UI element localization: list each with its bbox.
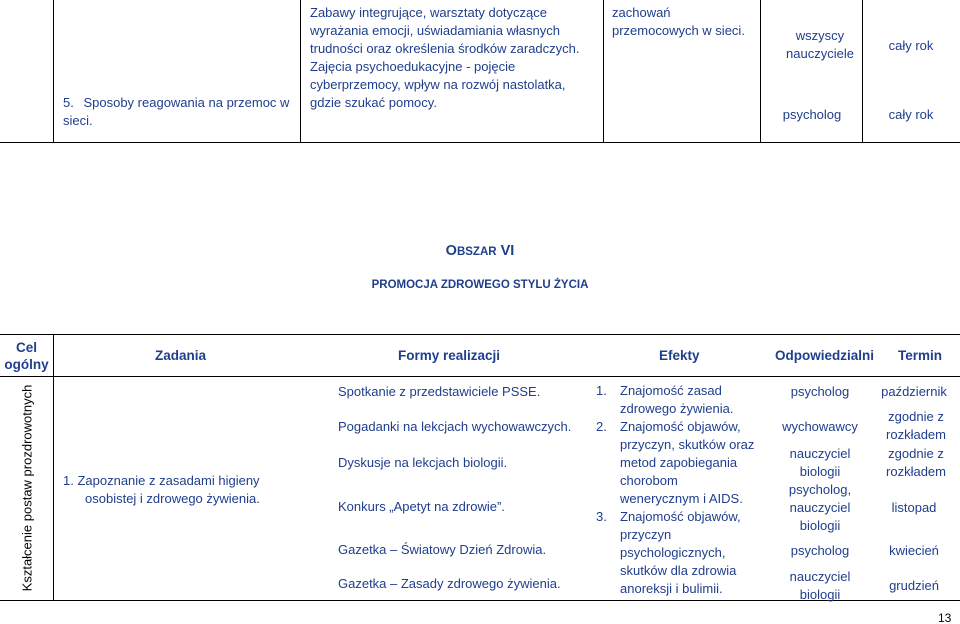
forms-item: Spotkanie z przedstawiciele PSSE. (338, 384, 541, 399)
top-term-1: cały rok (888, 38, 934, 53)
term-item: grudzień (889, 578, 939, 593)
top-responsible-1: wszyscy nauczyciele (786, 28, 854, 61)
header-tasks: Zadania (155, 348, 207, 363)
responsible-item: psycholog (790, 384, 850, 399)
responsible-item: psycholog, nauczyciel biologii (788, 482, 852, 533)
task-cell: 1. Zapoznanie z zasadami higieny osobistej i zdrowego żywienia. (63, 473, 260, 506)
top-forms-cell (310, 4, 595, 112)
page-number: 13 (938, 611, 952, 624)
section-title-number: VI (500, 243, 515, 259)
header-forms: Formy realizacji (398, 348, 501, 363)
effects-list (596, 382, 776, 598)
header-goal: Cel ogólny (4, 340, 49, 372)
effects-text: Znajomość zasad zdrowego żywienia. (620, 383, 734, 416)
responsible-item: nauczyciel biologii (789, 569, 851, 602)
section-title-prefix: O (445, 243, 457, 259)
top-table-border-bottom (0, 142, 960, 143)
top-form-item: Zajęcia psychoedukacyjne - pojęcie cyberprzemocy, wpływ na rozwój nastolatka, gdzie szukać pomocy. (310, 59, 566, 110)
top-effects-cell (612, 4, 757, 40)
header-effects: Efekty (659, 348, 700, 363)
effects-text: Znajomość objawów, przyczyn psychologicznych, skutków dla zdrowia anoreksji i bulimii. (620, 509, 741, 596)
main-table-top (0, 334, 960, 335)
section-title-rest: BSZAR (456, 246, 497, 258)
header-responsible: Odpowiedzialni (775, 348, 875, 363)
effects-num: 1. (596, 383, 607, 398)
effects-text: Znajomość objawów, przyczyn, skutków oraz metod zapobiegania chorobom wenerycznym i AIDS. (620, 419, 755, 506)
forms-item: Pogadanki na lekcjach wychowawczych. (338, 419, 572, 434)
effects-num: 2. (596, 419, 607, 434)
top-term-2: cały rok (888, 107, 934, 122)
top-effects-text: zachowań przemocowych w sieci. (612, 5, 745, 38)
forms-item: Gazetka – Światowy Dzień Zdrowia. (338, 542, 547, 557)
top-row-task-text: Sposoby reagowania na przemoc w sieci. (63, 95, 290, 128)
forms-item: Konkurs „Apetyt na zdrowie”. (338, 499, 505, 514)
main-col-divider-1 (53, 334, 54, 601)
top-col-divider-2 (300, 0, 301, 143)
header-term: Termin (898, 348, 943, 363)
responsible-item: wychowawcy (782, 419, 858, 434)
effects-num: 3. (596, 509, 607, 524)
term-item: zgodnie z rozkładem (886, 409, 946, 442)
forms-item: Gazetka – Zasady zdrowego żywienia. (338, 576, 561, 591)
forms-item: Dyskusje na lekcjach biologii. (338, 455, 508, 470)
responsible-item: psycholog (790, 543, 850, 558)
effects-item (596, 508, 776, 598)
goal-vertical-text: Kształcenie postaw prozdrowotnych (19, 384, 35, 592)
top-row-number: 5. (63, 95, 74, 110)
term-item: listopad (891, 500, 937, 515)
effects-item (596, 382, 776, 418)
top-responsible-2: psycholog (782, 107, 842, 122)
top-col-divider-4 (760, 0, 761, 143)
responsible-item: nauczyciel biologii (789, 446, 851, 479)
top-col-divider-3 (603, 0, 604, 143)
top-form-item: Zabawy integrujące, warsztaty dotyczące wyrażania emocji, uświadamiania własnych trudności oraz określenia środków zaradczych. (310, 5, 580, 56)
term-item: kwiecień (889, 543, 939, 558)
top-col-divider-1 (53, 0, 54, 143)
section-title (0, 243, 960, 259)
main-header-bottom (0, 376, 960, 377)
effects-item (596, 418, 776, 508)
term-item: październik (881, 384, 947, 399)
term-item: zgodnie z rozkładem (886, 446, 946, 479)
section-subtitle: PROMOCJA ZDROWEGO STYLU ŻYCIA (371, 279, 589, 291)
top-row-task (63, 94, 293, 130)
